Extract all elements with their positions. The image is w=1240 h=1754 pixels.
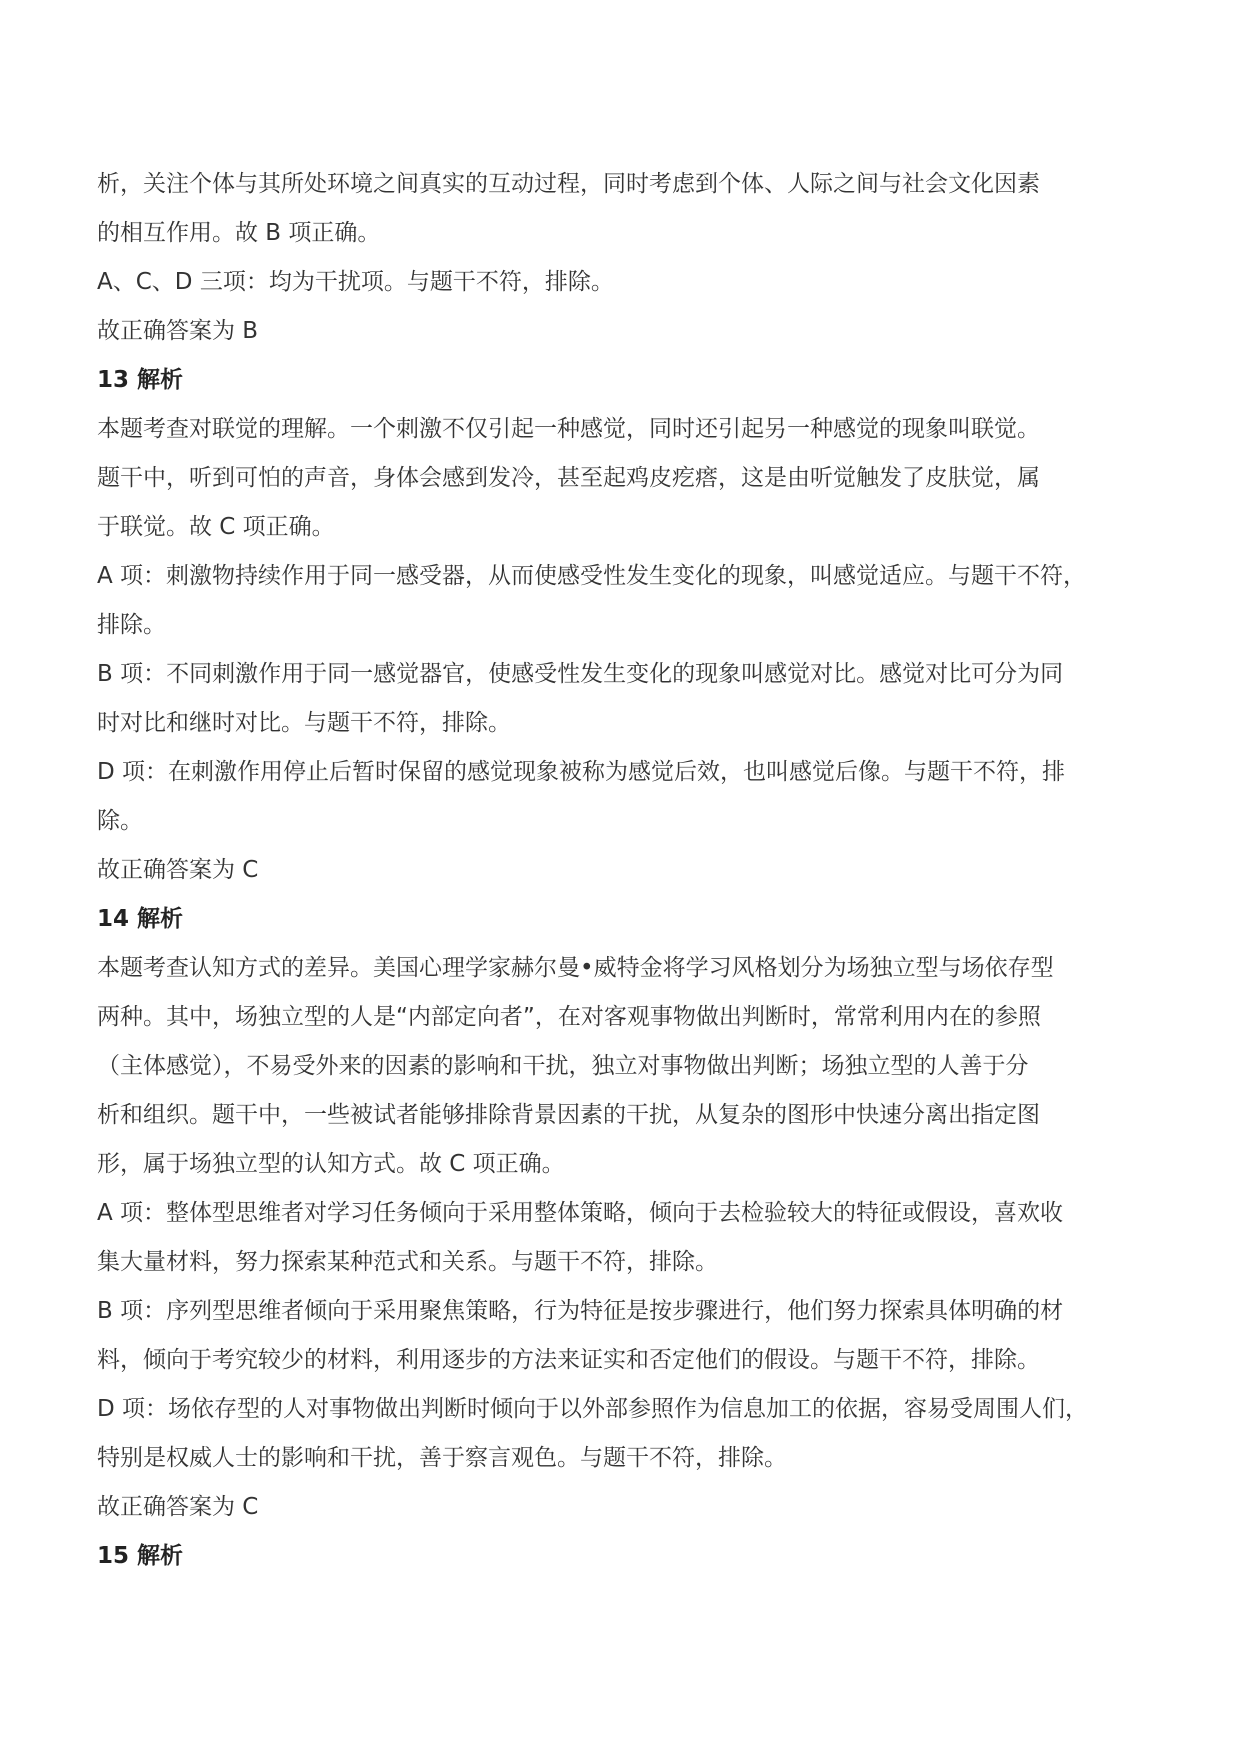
- answer-line: 故正确答案为 B: [97, 318, 259, 344]
- text-line: 排除。: [97, 612, 166, 638]
- text-line: 除。: [97, 808, 143, 834]
- answer-line: 故正确答案为 C: [97, 857, 259, 883]
- text-line: D 项：在刺激作用停止后暂时保留的感觉现象被称为感觉后效，也叫感觉后像。与题干不符，排: [97, 759, 1066, 785]
- text-line: 的相互作用。故 B 项正确。: [97, 220, 381, 246]
- text-line: 析，关注个体与其所处环境之间真实的互动过程，同时考虑到个体、人际之间与社会文化因素: [97, 171, 1040, 197]
- section-heading-14: 14 解析: [97, 906, 184, 932]
- text-line: 集大量材料，努力探索某种范式和关系。与题干不符，排除。: [97, 1249, 718, 1275]
- text-line: A 项：整体型思维者对学习任务倾向于采用整体策略，倾向于去检验较大的特征或假设，喜欢收: [97, 1200, 1064, 1226]
- text-line: 两种。其中，场独立型的人是“内部定向者”，在对客观事物做出判断时，常常利用内在的参照: [97, 1004, 1041, 1030]
- text-line: A 项：刺激物持续作用于同一感受器，从而使感受性发生变化的现象，叫感觉适应。与题干不符，: [97, 563, 1087, 589]
- text-line: D 项：场依存型的人对事物做出判断时倾向于以外部参照作为信息加工的依据，容易受周围人们，: [97, 1396, 1089, 1422]
- section-heading-13: 13 解析: [97, 367, 184, 393]
- text-line: 于联觉。故 C 项正确。: [97, 514, 335, 540]
- answer-line: 故正确答案为 C: [97, 1494, 259, 1520]
- text-line: 特别是权威人士的影响和干扰，善于察言观色。与题干不符，排除。: [97, 1445, 787, 1471]
- text-line: 本题考查对联觉的理解。一个刺激不仅引起一种感觉，同时还引起另一种感觉的现象叫联觉。: [97, 416, 1040, 442]
- section-heading-15: 15 解析: [97, 1543, 184, 1569]
- text-line: 形，属于场独立型的认知方式。故 C 项正确。: [97, 1151, 565, 1177]
- text-line: B 项：序列型思维者倾向于采用聚焦策略，行为特征是按步骤进行，他们努力探索具体明确的材: [97, 1298, 1064, 1324]
- text-line: B 项：不同刺激作用于同一感觉器官，使感受性发生变化的现象叫感觉对比。感觉对比可分为同: [97, 661, 1064, 687]
- text-line: A、C、D 三项：均为干扰项。与题干不符，排除。: [97, 269, 614, 295]
- text-line: 料，倾向于考究较少的材料，利用逐步的方法来证实和否定他们的假设。与题干不符，排除。: [97, 1347, 1040, 1373]
- text-line: （主体感觉），不易受外来的因素的影响和干扰，独立对事物做出判断；场独立型的人善于分: [97, 1053, 1029, 1079]
- document-page: [97, 160, 1177, 1581]
- text-line: 时对比和继时对比。与题干不符，排除。: [97, 710, 511, 736]
- text-line: 题干中，听到可怕的声音，身体会感到发冷，甚至起鸡皮疙瘩，这是由听觉触发了皮肤觉，属: [97, 465, 1040, 491]
- text-line: 析和组织。题干中，一些被试者能够排除背景因素的干扰，从复杂的图形中快速分离出指定图: [97, 1102, 1040, 1128]
- text-line: 本题考查认知方式的差异。美国心理学家赫尔曼•威特金将学习风格划分为场独立型与场依存型: [97, 955, 1054, 981]
